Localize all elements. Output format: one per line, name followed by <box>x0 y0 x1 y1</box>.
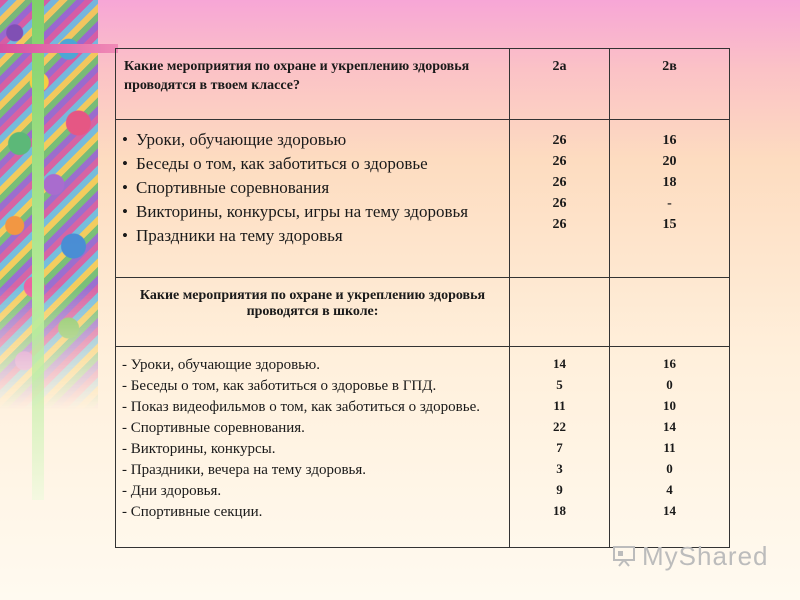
list-item: - Уроки, обучающие здоровью. <box>122 357 320 373</box>
list-item: • Беседы о том, как заботиться о здоровье <box>122 152 503 176</box>
school-question-text: Какие мероприятия по охране и укреплению здоровья проводятся в школе: <box>139 288 486 319</box>
class-question-text: Какие мероприятия по охране и укреплению здоровья проводятся в твоем классе? <box>124 59 470 93</box>
table-row-class-question <box>116 49 730 120</box>
value-cell: 20 <box>662 154 677 169</box>
class-activities-cell <box>116 120 510 278</box>
value-cell: 15 <box>662 217 677 232</box>
survey-table <box>115 48 730 548</box>
value-cell: 0 <box>666 461 673 476</box>
value-cell: 26 <box>552 196 567 211</box>
value-cell: 3 <box>556 461 563 476</box>
watermark-text: MyShared <box>642 540 769 571</box>
value-cell: 18 <box>662 175 677 190</box>
value-cell: 11 <box>553 398 566 413</box>
list-item: - Спортивные соревнования. <box>122 420 305 436</box>
list-item: • Праздники на тему здоровья <box>122 224 503 248</box>
value-cell: - <box>667 196 672 211</box>
presentation-board-icon <box>612 545 636 567</box>
value-cell: 26 <box>552 154 567 169</box>
value-cell: 14 <box>553 356 566 371</box>
value-cell: 16 <box>663 356 676 371</box>
list-item: • Спортивные соревнования <box>122 176 503 200</box>
empty-cell <box>610 278 730 347</box>
myshared-watermark <box>612 538 769 574</box>
table-row-class-activities <box>116 120 730 278</box>
list-item: - Викторины, конкурсы. <box>122 441 276 457</box>
value-cell: 11 <box>663 440 676 455</box>
value-cell: 9 <box>556 482 563 497</box>
value-cell: 10 <box>663 398 676 413</box>
col-2a-label: 2а <box>552 59 567 74</box>
class-values-2a <box>510 120 610 278</box>
school-activities-cell <box>116 347 510 548</box>
col-2a-header <box>510 49 610 120</box>
school-question-cell <box>116 278 510 347</box>
list-item: - Праздники, вечера на тему здоровья. <box>122 462 367 478</box>
decorative-horizontal-bar <box>0 44 118 53</box>
list-item: - Показ видеофильмов о том, как заботиться о здоровье. <box>122 399 481 415</box>
list-item: • Уроки, обучающие здоровью <box>122 128 503 152</box>
value-cell: 26 <box>552 133 567 148</box>
value-cell: 26 <box>552 217 567 232</box>
table-row-school-question <box>116 278 730 347</box>
list-item: - Спортивные секции. <box>122 504 263 520</box>
col-2v-label: 2в <box>662 59 677 74</box>
value-cell: 7 <box>556 440 563 455</box>
school-values-2a <box>510 347 610 548</box>
value-cell: 22 <box>553 419 566 434</box>
col-2v-header <box>610 49 730 120</box>
value-cell: 4 <box>666 482 673 497</box>
list-item: - Беседы о том, как заботиться о здоровье в ГПД. <box>122 378 437 394</box>
value-cell: 0 <box>666 377 673 392</box>
decorative-mosaic-strip <box>0 0 98 410</box>
value-cell: 5 <box>556 377 563 392</box>
school-values-2v <box>610 347 730 548</box>
value-cell: 14 <box>663 503 676 518</box>
value-cell: 18 <box>553 503 566 518</box>
decorative-vertical-bar <box>32 0 44 500</box>
class-values-2v <box>610 120 730 278</box>
value-cell: 16 <box>662 133 677 148</box>
empty-cell <box>510 278 610 347</box>
table-row-school-activities <box>116 347 730 548</box>
class-question-cell <box>116 49 510 120</box>
list-item: • Викторины, конкурсы, игры на тему здоровья <box>122 200 503 224</box>
value-cell: 14 <box>663 419 676 434</box>
list-item: - Дни здоровья. <box>122 483 222 499</box>
value-cell: 26 <box>552 175 567 190</box>
